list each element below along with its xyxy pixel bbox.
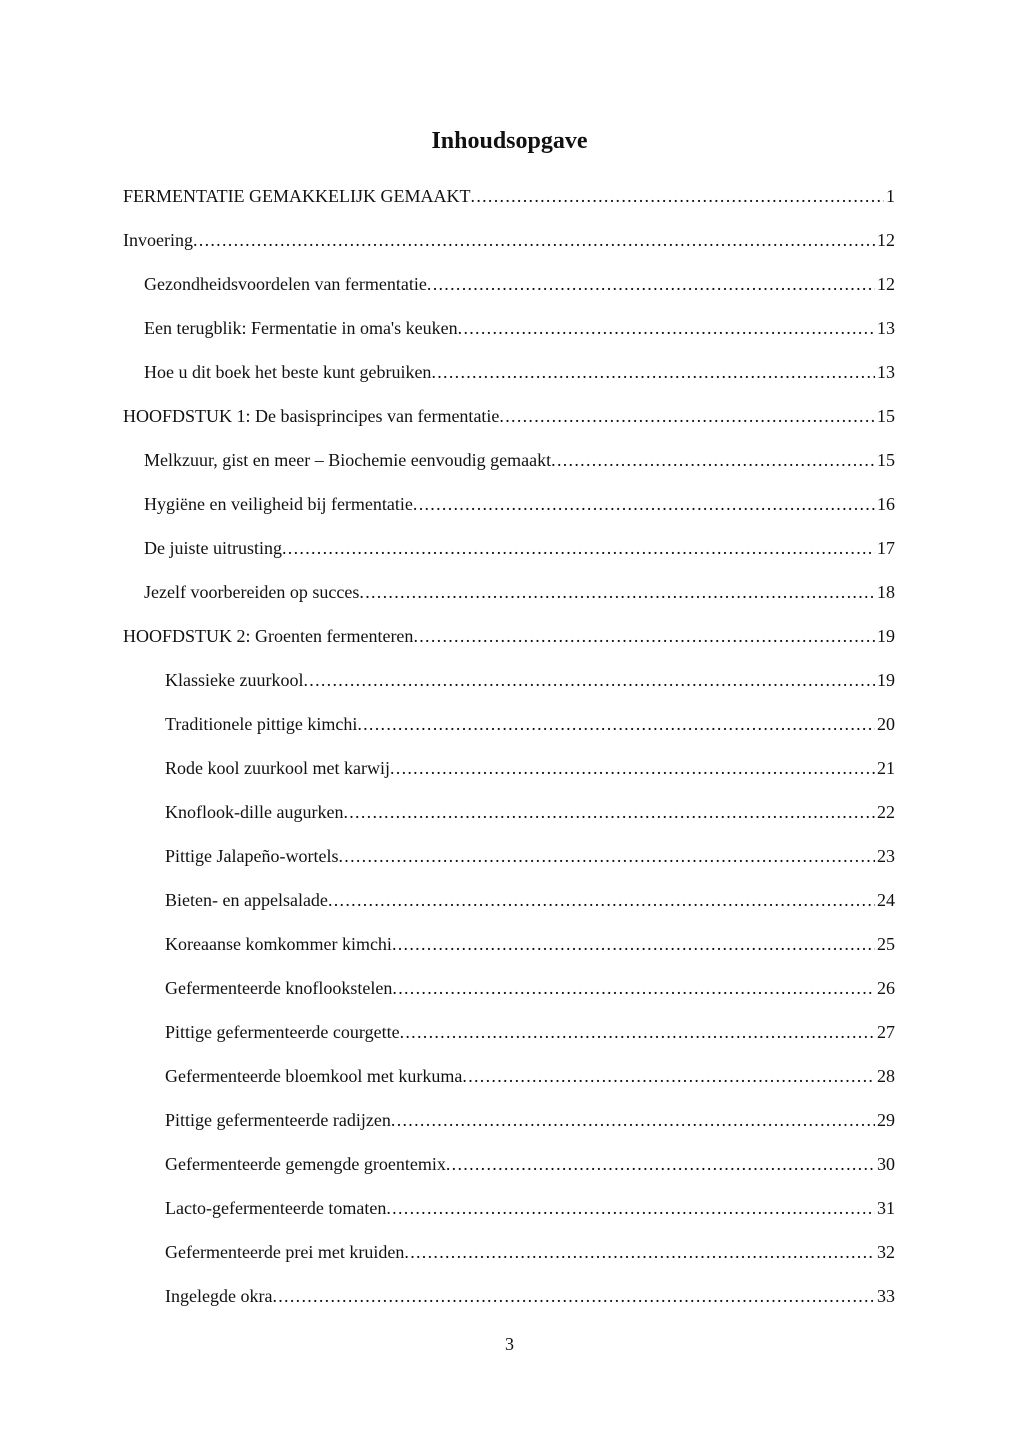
toc-entry-label[interactable]: Gefermenteerde gemengde groentemix (165, 1154, 446, 1174)
toc-entry-page[interactable]: 13 (877, 362, 895, 382)
toc-entry[interactable] (123, 577, 895, 621)
toc-entry-label[interactable]: Gezondheidsvoordelen van fermentatie (144, 274, 427, 294)
toc-dot-leader (392, 929, 875, 959)
toc-dot-leader (359, 577, 875, 607)
toc-entry-page[interactable]: 13 (877, 318, 895, 338)
toc-dot-leader (328, 885, 875, 915)
toc-entry-page[interactable]: 33 (877, 1286, 895, 1306)
toc-entry-page[interactable]: 29 (877, 1110, 895, 1130)
toc-entry[interactable] (123, 1281, 895, 1325)
toc-dot-leader (392, 973, 875, 1003)
toc-dot-leader (462, 1061, 875, 1091)
toc-entry[interactable] (123, 709, 895, 753)
toc-entry-page[interactable]: 30 (877, 1154, 895, 1174)
toc-dot-leader (427, 269, 875, 299)
toc-entry-label[interactable]: FERMENTATIE GEMAKKELIJK GEMAAKT (123, 186, 471, 206)
toc-entry-label[interactable]: Pittige Jalapeño-wortels (165, 846, 339, 866)
table-of-contents (123, 181, 895, 1325)
toc-entry-label[interactable]: Hygiëne en veiligheid bij fermentatie (144, 494, 413, 514)
toc-dot-leader (413, 489, 875, 519)
toc-entry-page[interactable]: 19 (877, 626, 895, 646)
toc-entry-page[interactable]: 16 (877, 494, 895, 514)
toc-entry-label[interactable]: Rode kool zuurkool met karwij (165, 758, 390, 778)
toc-dot-leader (446, 1149, 875, 1179)
toc-entry-label[interactable]: HOOFDSTUK 2: Groenten fermenteren (123, 626, 414, 646)
toc-dot-leader (551, 445, 875, 475)
toc-entry[interactable] (123, 1193, 895, 1237)
toc-entry[interactable] (123, 445, 895, 489)
toc-entry-label[interactable]: Traditionele pittige kimchi (165, 714, 358, 734)
toc-entry-label[interactable]: Gefermenteerde bloemkool met kurkuma (165, 1066, 463, 1086)
toc-entry[interactable] (123, 753, 895, 797)
toc-entry[interactable] (123, 1149, 895, 1193)
toc-entry[interactable] (123, 665, 895, 709)
toc-entry[interactable] (123, 489, 895, 533)
toc-dot-leader (272, 1281, 875, 1311)
toc-entry-label[interactable]: Ingelegde okra (165, 1286, 273, 1306)
toc-entry-page[interactable]: 25 (877, 934, 895, 954)
toc-entry[interactable] (123, 973, 895, 1017)
toc-entry-page[interactable]: 12 (877, 230, 895, 250)
toc-entry-page[interactable]: 22 (877, 802, 895, 822)
toc-dot-leader (471, 181, 884, 211)
toc-dot-leader (193, 225, 875, 255)
toc-entry-label[interactable]: Bieten- en appelsalade (165, 890, 328, 910)
toc-entry[interactable] (123, 885, 895, 929)
toc-dot-leader (391, 1105, 875, 1135)
toc-dot-leader (303, 665, 875, 695)
toc-dot-leader (458, 313, 875, 343)
toc-entry-label[interactable]: Gefermenteerde knoflookstelen (165, 978, 393, 998)
toc-entry-page[interactable]: 24 (877, 890, 895, 910)
toc-entry-label[interactable]: Jezelf voorbereiden op succes (144, 582, 360, 602)
toc-entry-page[interactable]: 15 (877, 406, 895, 426)
toc-entry-label[interactable]: Gefermenteerde prei met kruiden (165, 1242, 405, 1262)
toc-entry[interactable] (123, 313, 895, 357)
toc-entry-page[interactable]: 32 (877, 1242, 895, 1262)
toc-entry-label[interactable]: De juiste uitrusting (144, 538, 282, 558)
toc-entry-label[interactable]: Melkzuur, gist en meer – Biochemie eenvoudig gemaakt (144, 450, 552, 470)
toc-entry[interactable] (123, 1061, 895, 1105)
toc-entry[interactable] (123, 357, 895, 401)
toc-entry-label[interactable]: Pittige gefermenteerde radijzen (165, 1110, 391, 1130)
toc-entry[interactable] (123, 929, 895, 973)
toc-entry-label[interactable]: Invoering (123, 230, 193, 250)
toc-dot-leader (431, 357, 875, 387)
toc-entry[interactable] (123, 533, 895, 577)
toc-entry[interactable] (123, 269, 895, 313)
toc-entry[interactable] (123, 797, 895, 841)
toc-entry-label[interactable]: Klassieke zuurkool (165, 670, 304, 690)
toc-entry-page[interactable]: 18 (877, 582, 895, 602)
toc-entry-label[interactable]: Koreaanse komkommer kimchi (165, 934, 392, 954)
toc-entry[interactable] (123, 401, 895, 445)
toc-entry[interactable] (123, 841, 895, 885)
toc-dot-leader (413, 621, 875, 651)
toc-dot-leader (499, 401, 875, 431)
toc-dot-leader (390, 753, 875, 783)
toc-entry-page[interactable]: 1 (886, 186, 895, 206)
toc-entry[interactable] (123, 1237, 895, 1281)
toc-entry-page[interactable]: 23 (877, 846, 895, 866)
toc-entry-page[interactable]: 12 (877, 274, 895, 294)
toc-entry-page[interactable]: 28 (877, 1066, 895, 1086)
toc-entry[interactable] (123, 1105, 895, 1149)
toc-entry-label[interactable]: Lacto-gefermenteerde tomaten (165, 1198, 387, 1218)
toc-entry-page[interactable]: 31 (877, 1198, 895, 1218)
toc-entry-page[interactable]: 27 (877, 1022, 895, 1042)
toc-entry[interactable] (123, 225, 895, 269)
toc-dot-leader (400, 1017, 875, 1047)
toc-dot-leader (404, 1237, 875, 1267)
toc-entry[interactable] (123, 1017, 895, 1061)
toc-entry-page[interactable]: 19 (877, 670, 895, 690)
toc-dot-leader (357, 709, 875, 739)
toc-entry[interactable] (123, 621, 895, 665)
toc-entry-label[interactable]: Knoflook-dille augurken (165, 802, 344, 822)
toc-entry-page[interactable]: 21 (877, 758, 895, 778)
page-number: 3 (505, 1334, 514, 1354)
toc-entry-page[interactable]: 17 (877, 538, 895, 558)
toc-entry-label[interactable]: Hoe u dit boek het beste kunt gebruiken (144, 362, 432, 382)
toc-dot-leader (338, 841, 875, 871)
toc-entry-page[interactable]: 15 (877, 450, 895, 470)
toc-entry-page[interactable]: 20 (877, 714, 895, 734)
toc-dot-leader (282, 533, 875, 563)
toc-dot-leader (386, 1193, 875, 1223)
toc-dot-leader (343, 797, 875, 827)
toc-entry-label[interactable]: Een terugblik: Fermentatie in oma's keuken (144, 318, 458, 338)
toc-entry-label[interactable]: Pittige gefermenteerde courgette (165, 1022, 400, 1042)
toc-entry-page[interactable]: 26 (877, 978, 895, 998)
toc-entry[interactable] (123, 181, 895, 225)
toc-title: Inhoudsopgave (431, 128, 588, 154)
toc-entry-label[interactable]: HOOFDSTUK 1: De basisprincipes van fermentatie (123, 406, 500, 426)
